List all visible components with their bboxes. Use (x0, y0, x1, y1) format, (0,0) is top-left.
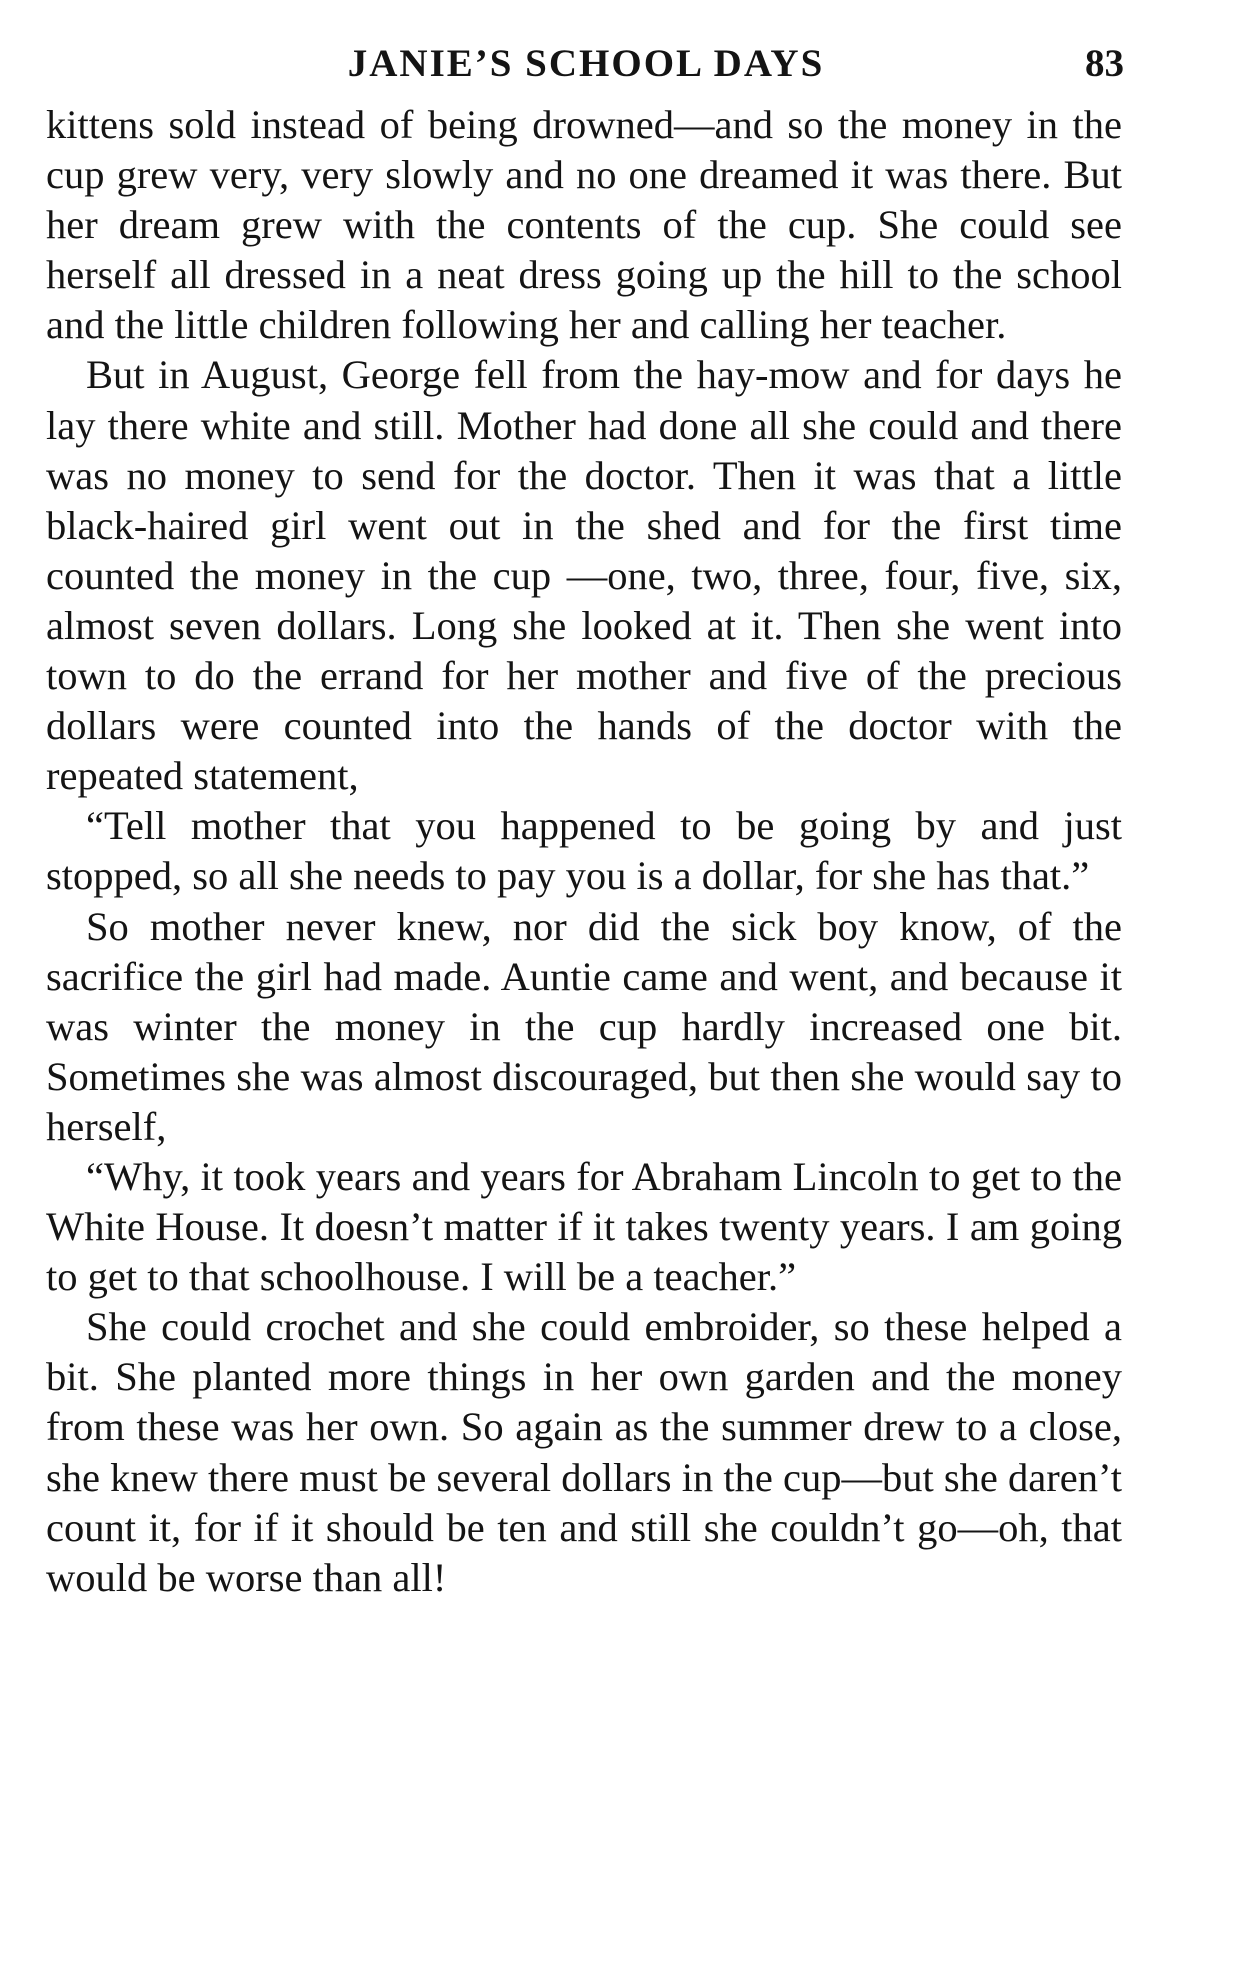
paragraph-george-fall: But in August, George fell from the hay-mow and for days he lay there white and still. Mother had done all she could and there was no money to send for the doctor. Then it was that a little black-haired girl went out in the shed and for the first time counted the money in the cup —one, two, three, four, five, six, almost seven dollars. Long she looked at it. Then she went into town to do the errand for her mother and five of the precious dollars were counted into the hands of the doctor with the repeated statement, (46, 352, 1122, 799)
paragraph-sacrifice: So mother never knew, nor did the sick boy know, of the sacrifice the girl had made. Auntie came and went, and because it was winter the money in the cup hardly increased one bit. Sometimes she was almost discouraged, but then she would say to herself, (46, 903, 1122, 1149)
page-number: 83 (1085, 42, 1124, 85)
body-text (46, 100, 1122, 1603)
paragraph-continued: kittens sold instead of being drowned—and so the money in the cup grew very, very slowly and no one dreamed it was there. But her dream grew with the contents of the cup. She could see herself all dressed in a neat dress going up the hill to the school and the little children following her and calling her teacher. (46, 102, 1122, 348)
running-head (46, 34, 1126, 94)
paragraph-crochet: She could crochet and she could embroider, so these helped a bit. She planted more things in her own garden and the money from these was her own. So again as the summer drew to a close, she knew there must be several dollars in the cup—but she daren’t count it, for if it should be ten and still she couldn’t go—oh, that would be worse than all! (46, 1304, 1122, 1600)
paragraph-quote-lincoln: “Why, it took years and years for Abraham Lincoln to get to the White House. It doesn’t matter if it takes twenty years. I am going to get to that schoolhouse. I will be a teacher.” (46, 1153, 1122, 1300)
running-title: JANIE’S SCHOOL DAYS (347, 42, 825, 85)
paragraph-quote-doctor: “Tell mother that you happened to be going by and just stopped, so all she needs to pay you is a dollar, for she has that.” (46, 803, 1122, 899)
